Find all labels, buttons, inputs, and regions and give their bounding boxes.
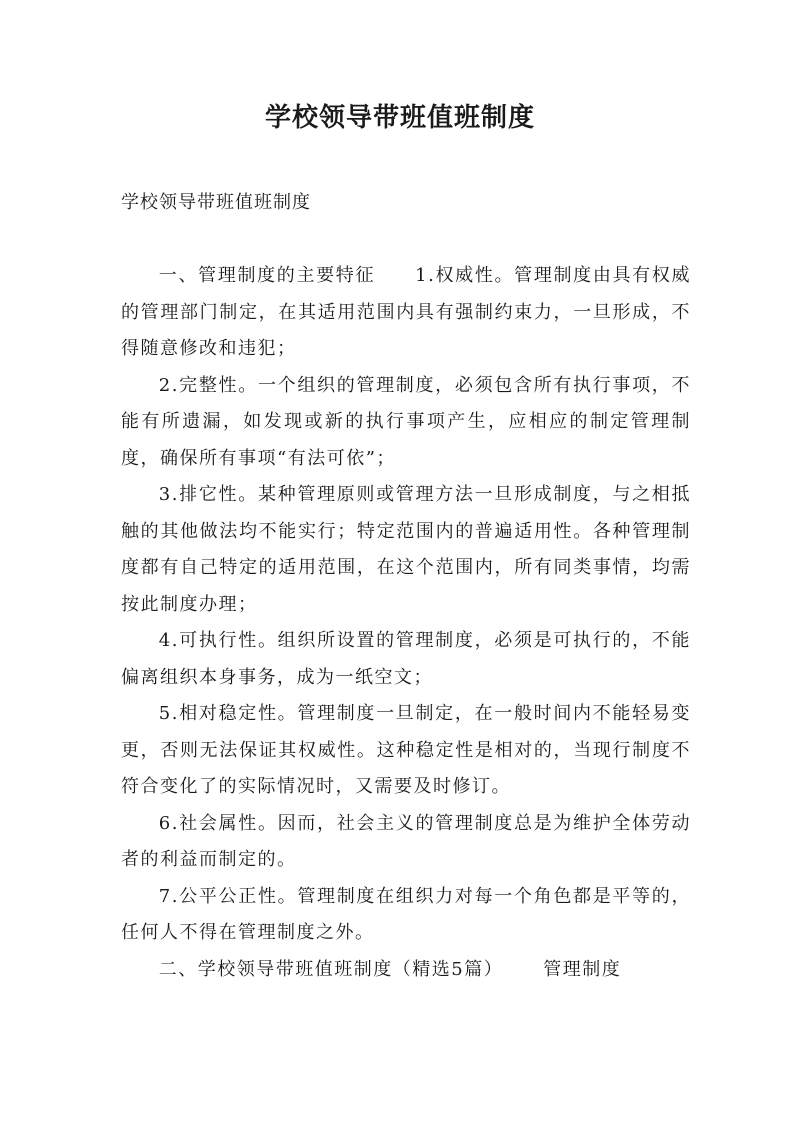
document-subtitle: 学校领导带班值班制度 — [121, 192, 311, 213]
document-body — [121, 258, 691, 988]
paragraph-text: 1.权威性。管理制度由具有权威的管理部门制定，在其适用范围内具有强制约束力，一旦形成，不得随意修改和违犯； — [121, 265, 691, 359]
paragraph-7: 7.公平公正性。管理制度在组织力对每一个角色都是平等的，任何人不得在管理制度之外。 — [121, 885, 691, 943]
paragraph-text: 管理制度 — [543, 958, 622, 980]
section-heading: 一、管理制度的主要特征 — [158, 265, 376, 286]
paragraph-5: 5.相对稳定性。管理制度一旦制定，在一般时间内不能轻易变更，否则无法保证其权威性。这种稳定性是相对的，当现行制度不符合变化了的实际情况时，又需要及时修订。 — [121, 703, 691, 797]
section-heading: 二、学校领导带班值班制度（精选5篇） — [158, 958, 504, 980]
paragraph-1 — [121, 258, 691, 368]
paragraph-4: 4.可执行性。组织所设置的管理制度，必须是可执行的，不能偏离组织本身事务，成为一纸空文； — [121, 630, 691, 688]
paragraph-8 — [121, 952, 691, 989]
paragraph-6: 6.社会属性。因而，社会主义的管理制度总是为维护全体劳动者的利益而制定的。 — [121, 812, 691, 870]
paragraph-2: 2.完整性。一个组织的管理制度，必须包含所有执行事项，不能有所遗漏，如发现或新的执行事项产生，应相应的制定管理制度，确保所有事项“有法可依”； — [121, 374, 691, 469]
document-title: 学校领导带班值班制度 — [264, 103, 535, 133]
paragraph-3: 3.排它性。某种管理原则或管理方法一旦形成制度，与之相抵触的其他做法均不能实行；特定范围内的普遍适用性。各种管理制度都有自己特定的适用范围，在这个范围内，所有同类事情，均需按此制度办理； — [121, 484, 691, 615]
